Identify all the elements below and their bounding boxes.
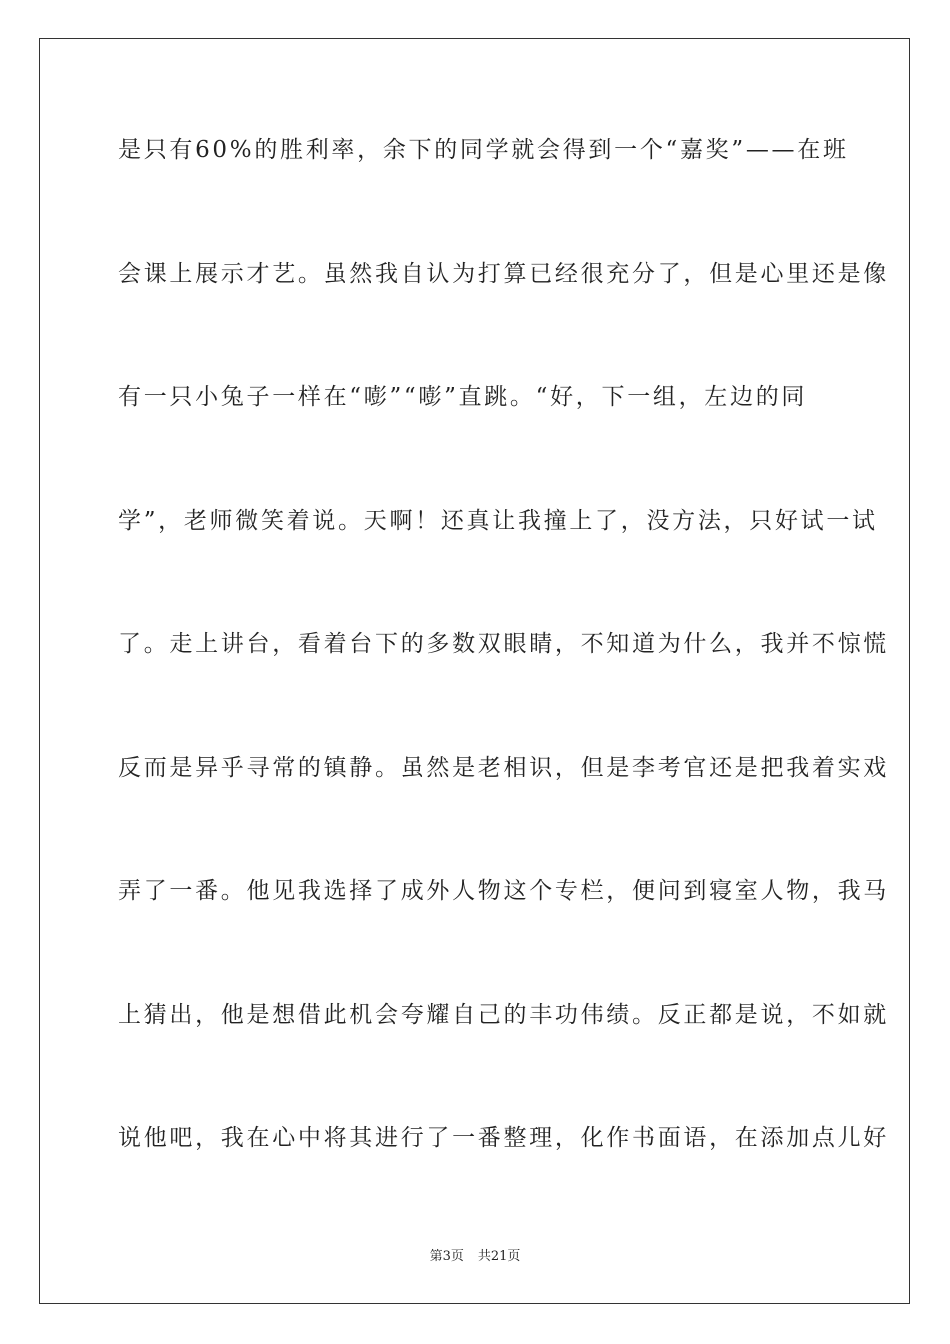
text-line: 上猜出，他是想借此机会夸耀自己的丰功伟绩。反正都是说，不如就 — [118, 1001, 889, 1028]
text-line: 学”，老师微笑着说。天啊！还真让我撞上了，没方法，只好试一试 — [118, 507, 878, 534]
text-line: 有一只小兔子一样在“嘭”“嘭”直跳。“好，下一组，左边的同 — [118, 384, 808, 410]
total-pages: 共21页 — [477, 1249, 521, 1264]
text-line: 弄了一番。他见我选择了成外人物这个专栏，便问到寝室人物，我马 — [118, 878, 889, 904]
text-line: 说他吧，我在心中将其进行了一番整理，化作书面语，在添加点儿好 — [118, 1125, 889, 1151]
text-line: 了。走上讲台，看着台下的多数双眼睛，不知道为什么，我并不惊慌 — [118, 631, 889, 657]
body-text — [118, 120, 889, 1232]
page-number: 第3页 — [429, 1249, 464, 1264]
text-line: 反而是异乎寻常的镇静。虽然是老相识，但是李考官还是把我着实戏 — [118, 754, 889, 781]
text-line: 会课上展示才艺。虽然我自认为打算已经很充分了，但是心里还是像 — [118, 260, 889, 287]
page-footer — [0, 1245, 950, 1264]
text-line: 是只有60%的胜利率，余下的同学就会得到一个“嘉奖”——在班 — [118, 137, 849, 163]
